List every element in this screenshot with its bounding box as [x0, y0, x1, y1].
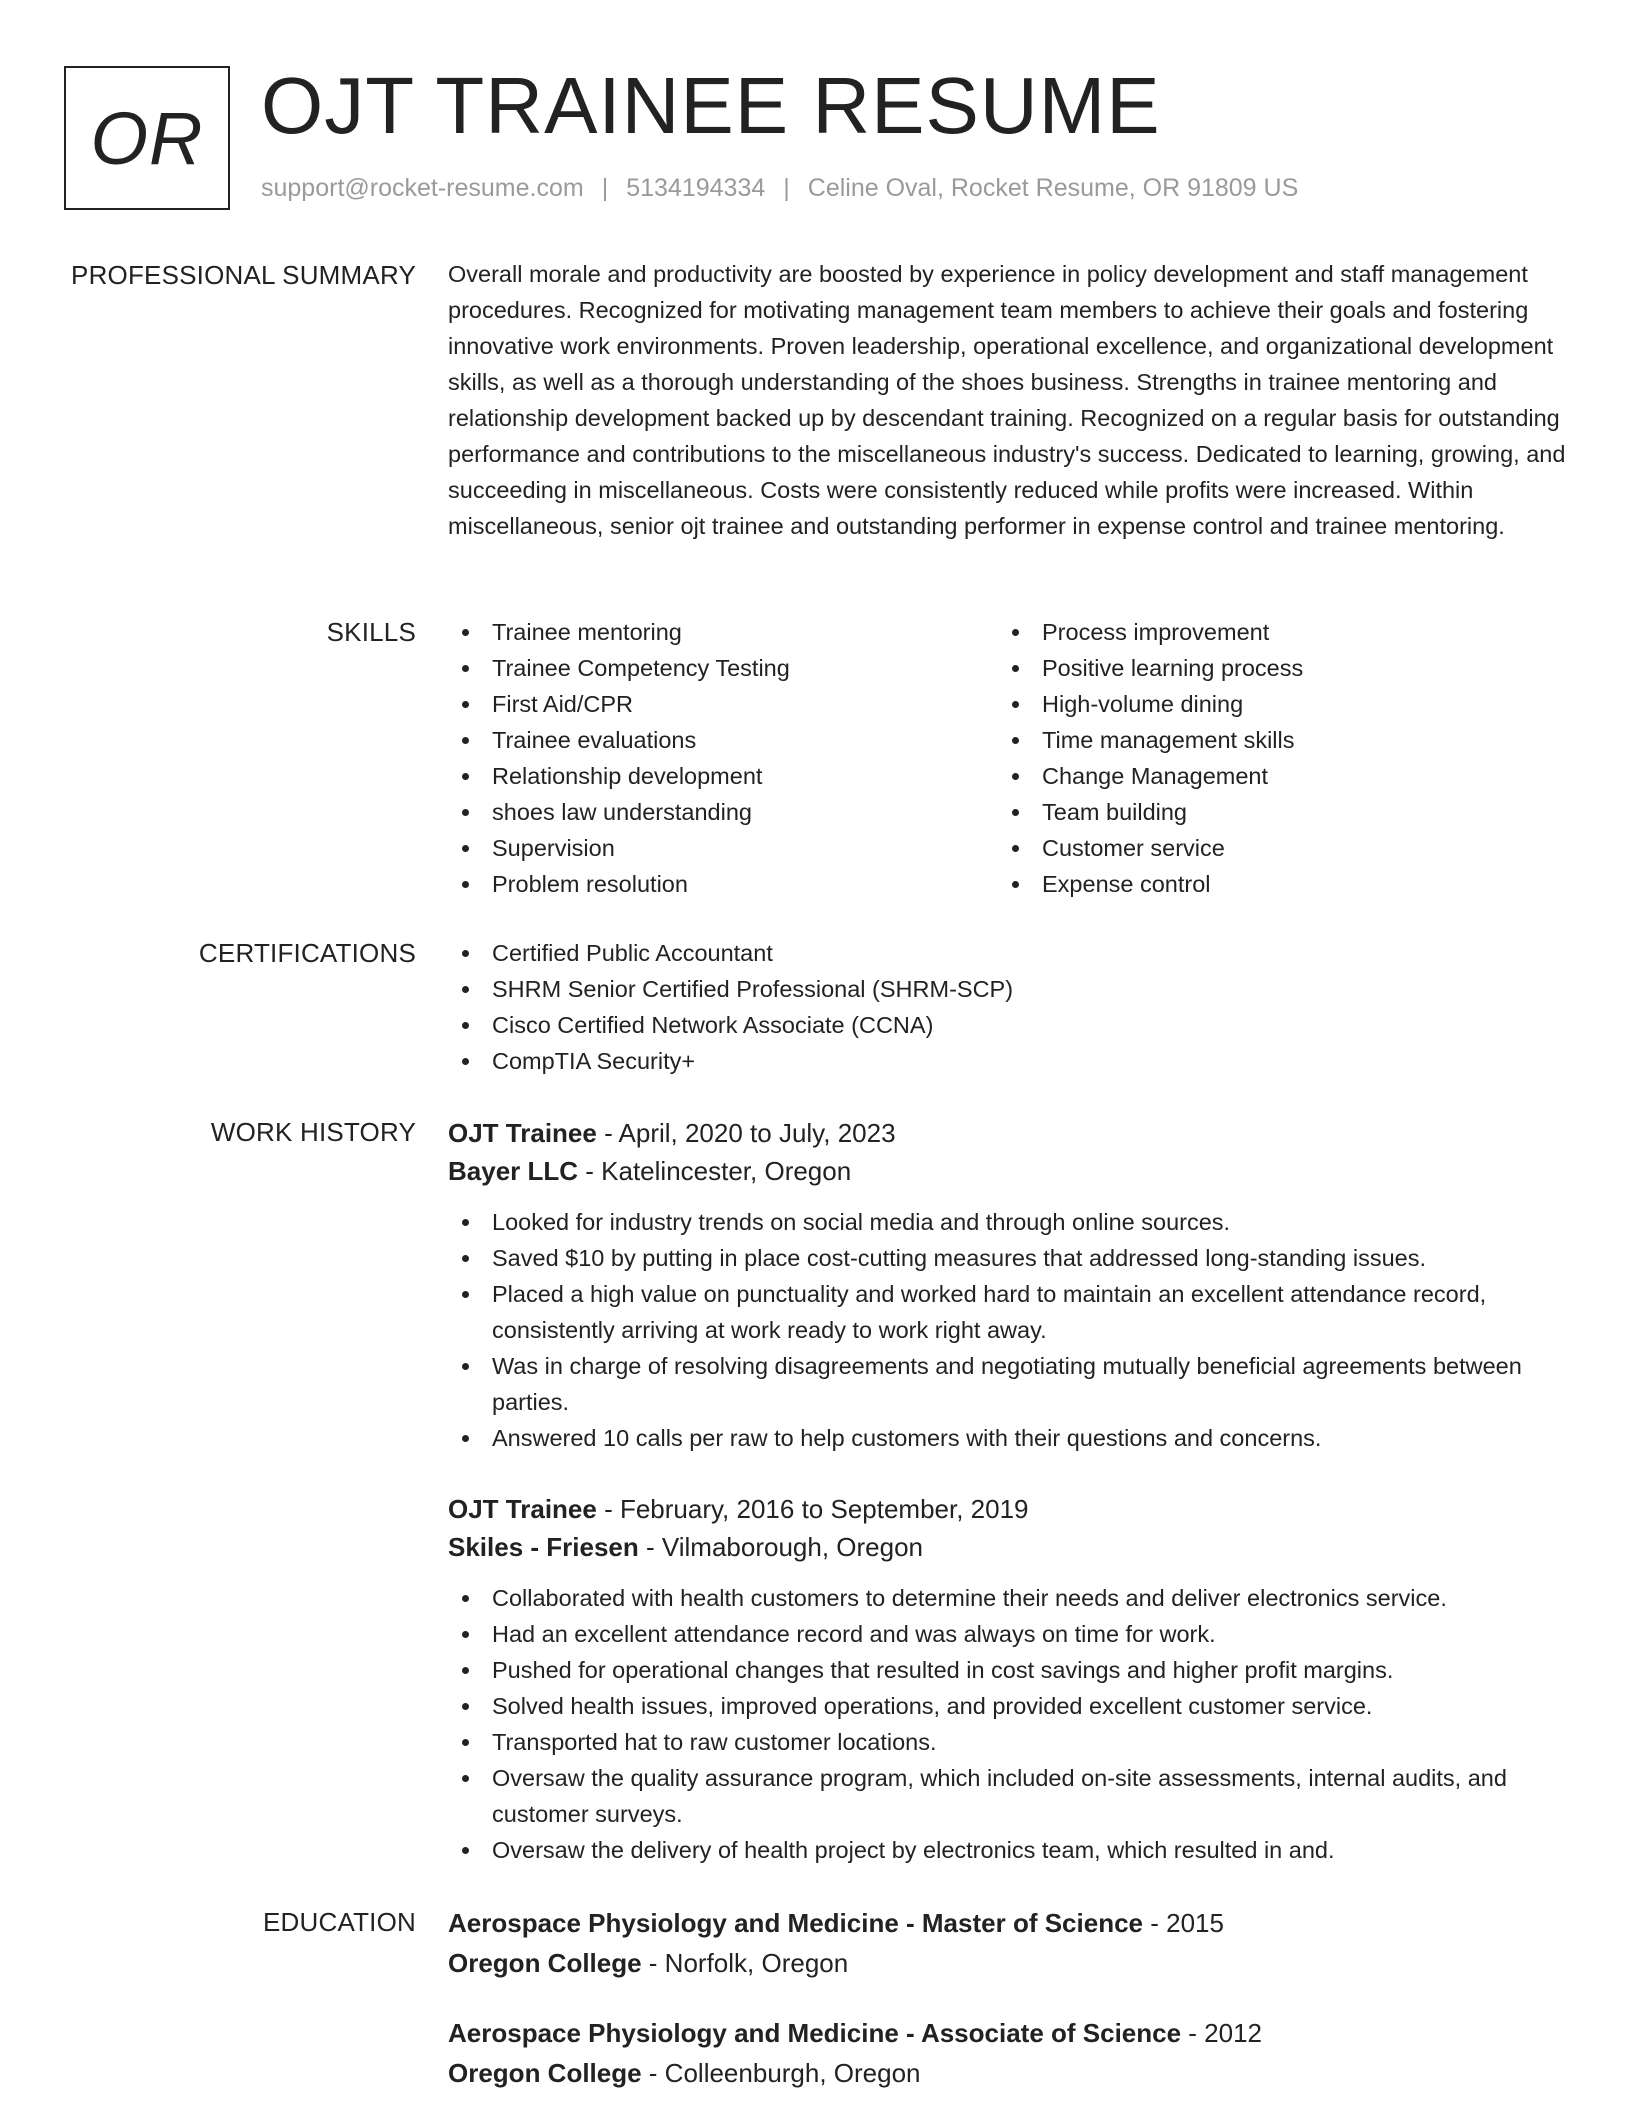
job-duties-list [448, 1580, 1578, 1868]
list-item: Oversaw the delivery of health project by electronics team, which resulted in and. [448, 1832, 1578, 1868]
job-company-line [448, 1152, 1578, 1190]
degree-name: Aerospace Physiology and Medicine - Master of Science [448, 1908, 1143, 1938]
list-item: CompTIA Security+ [448, 1043, 1578, 1079]
school-location: - Colleenburgh, Oregon [641, 2058, 921, 2088]
list-item: Trainee mentoring [448, 614, 998, 650]
section-heading-education: EDUCATION [263, 1907, 416, 1937]
list-item: Was in charge of resolving disagreements and negotiating mutually beneficial agreements between parties. [448, 1348, 1578, 1420]
contact-email[interactable]: support@rocket-resume.com [261, 174, 584, 202]
degree-year: - 2015 [1143, 1908, 1224, 1938]
section-heading-work-history: WORK HISTORY [210, 1117, 416, 1147]
contact-phone[interactable]: 5134194334 [626, 174, 766, 202]
list-item: Saved $10 by putting in place cost-cutting measures that addressed long-standing issues. [448, 1240, 1578, 1276]
list-item: Relationship development [448, 758, 998, 794]
school-name: Oregon College [448, 2058, 642, 2088]
degree-name: Aerospace Physiology and Medicine - Associate of Science [448, 2018, 1182, 2048]
school-line [448, 2054, 1578, 2092]
list-item: Team building [998, 794, 1548, 830]
list-item: Time management skills [998, 722, 1548, 758]
list-item: Cisco Certified Network Associate (CCNA) [448, 1007, 1578, 1043]
job-entry [448, 1490, 1578, 1868]
degree-year: - 2012 [1181, 2018, 1263, 2048]
job-dates: - April, 2020 to July, 2023 [596, 1118, 896, 1148]
certifications-list [448, 935, 1578, 1079]
skills-list-left [448, 614, 998, 902]
list-item: Trainee Competency Testing [448, 650, 998, 686]
job-title: OJT Trainee [448, 1118, 597, 1148]
contact-line [261, 174, 1298, 203]
job-location: - Katelincester, Oregon [578, 1156, 852, 1186]
list-item: SHRM Senior Certified Professional (SHRM-SCP) [448, 971, 1578, 1007]
school-location: - Norfolk, Oregon [641, 1948, 849, 1978]
work-history-body [448, 1114, 1578, 1868]
school-name: Oregon College [448, 1948, 642, 1978]
skills-body [448, 614, 1578, 902]
job-location: - Vilmaborough, Oregon [638, 1532, 924, 1562]
job-title: OJT Trainee [448, 1494, 597, 1524]
list-item: Answered 10 calls per raw to help customers with their questions and concerns. [448, 1420, 1578, 1456]
list-item: Pushed for operational changes that resulted in cost savings and higher profit margins. [448, 1652, 1578, 1688]
summary-text: Overall morale and productivity are boosted by experience in policy development and staff management procedures. Recognized for motivating management team members to achieve their goals and fostering innovative work environments. Proven leadership, operational excellence, and organizational development skills, as well as a thorough understanding of the shoes business. Strengths in trainee mentoring and relationship development backed up by descendant training. Recognized on a regular basis for outstanding performance and contributions to the miscellaneous industry's success. Dedicated to learning, growing, and succeeding in miscellaneous. Costs were consistently reduced while profits were increased. Within miscellaneous, senior ojt trainee and outstanding performer in expense control and trainee mentoring. [448, 261, 1566, 539]
job-dates: - February, 2016 to September, 2019 [596, 1494, 1029, 1524]
list-item: Positive learning process [998, 650, 1548, 686]
list-item: Supervision [448, 830, 998, 866]
list-item: Change Management [998, 758, 1548, 794]
resume-header [64, 61, 1564, 210]
monogram-logo: OR [64, 66, 230, 210]
job-company-line [448, 1528, 1578, 1566]
list-item: Collaborated with health customers to determine their needs and deliver electronics service. [448, 1580, 1578, 1616]
list-item: Certified Public Accountant [448, 935, 1578, 971]
section-heading-certifications: CERTIFICATIONS [198, 938, 416, 968]
list-item: Had an excellent attendance record and was always on time for work. [448, 1616, 1578, 1652]
contact-separator: | [783, 174, 790, 202]
list-item: Customer service [998, 830, 1548, 866]
section-heading-skills: SKILLS [326, 617, 416, 647]
certifications-body [448, 935, 1578, 1079]
section-heading-summary: PROFESSIONAL SUMMARY [71, 260, 416, 290]
degree-line [448, 2014, 1578, 2052]
list-item: High-volume dining [998, 686, 1548, 722]
list-item: Placed a high value on punctuality and worked hard to maintain an excellent attendance record, consistently arriving at work ready to work right away. [448, 1276, 1578, 1348]
job-title-line [448, 1490, 1578, 1528]
education-body [448, 1904, 1578, 2092]
job-entry [448, 1114, 1578, 1456]
education-entry [448, 2014, 1578, 2092]
resume-title: OJT TRAINEE RESUME [261, 61, 1161, 150]
education-entry [448, 1904, 1578, 1982]
list-item: shoes law understanding [448, 794, 998, 830]
list-item: First Aid/CPR [448, 686, 998, 722]
job-company: Skiles - Friesen [448, 1532, 639, 1562]
school-line [448, 1944, 1578, 1982]
job-company: Bayer LLC [448, 1156, 579, 1186]
degree-line [448, 1904, 1578, 1942]
skills-list-right [998, 614, 1548, 902]
list-item: Oversaw the quality assurance program, which included on-site assessments, internal audits, and customer surveys. [448, 1760, 1578, 1832]
list-item: Expense control [998, 866, 1548, 902]
list-item: Solved health issues, improved operations, and provided excellent customer service. [448, 1688, 1578, 1724]
job-duties-list [448, 1204, 1578, 1456]
skills-grid [448, 614, 1578, 902]
list-item: Transported hat to raw customer locations. [448, 1724, 1578, 1760]
list-item: Problem resolution [448, 866, 998, 902]
contact-separator: | [601, 174, 609, 202]
job-title-line [448, 1114, 1578, 1152]
list-item: Process improvement [998, 614, 1548, 650]
contact-address: Celine Oval, Rocket Resume, OR 91809 US [807, 174, 1299, 202]
list-item: Looked for industry trends on social media and through online sources. [448, 1204, 1578, 1240]
list-item: Trainee evaluations [448, 722, 998, 758]
